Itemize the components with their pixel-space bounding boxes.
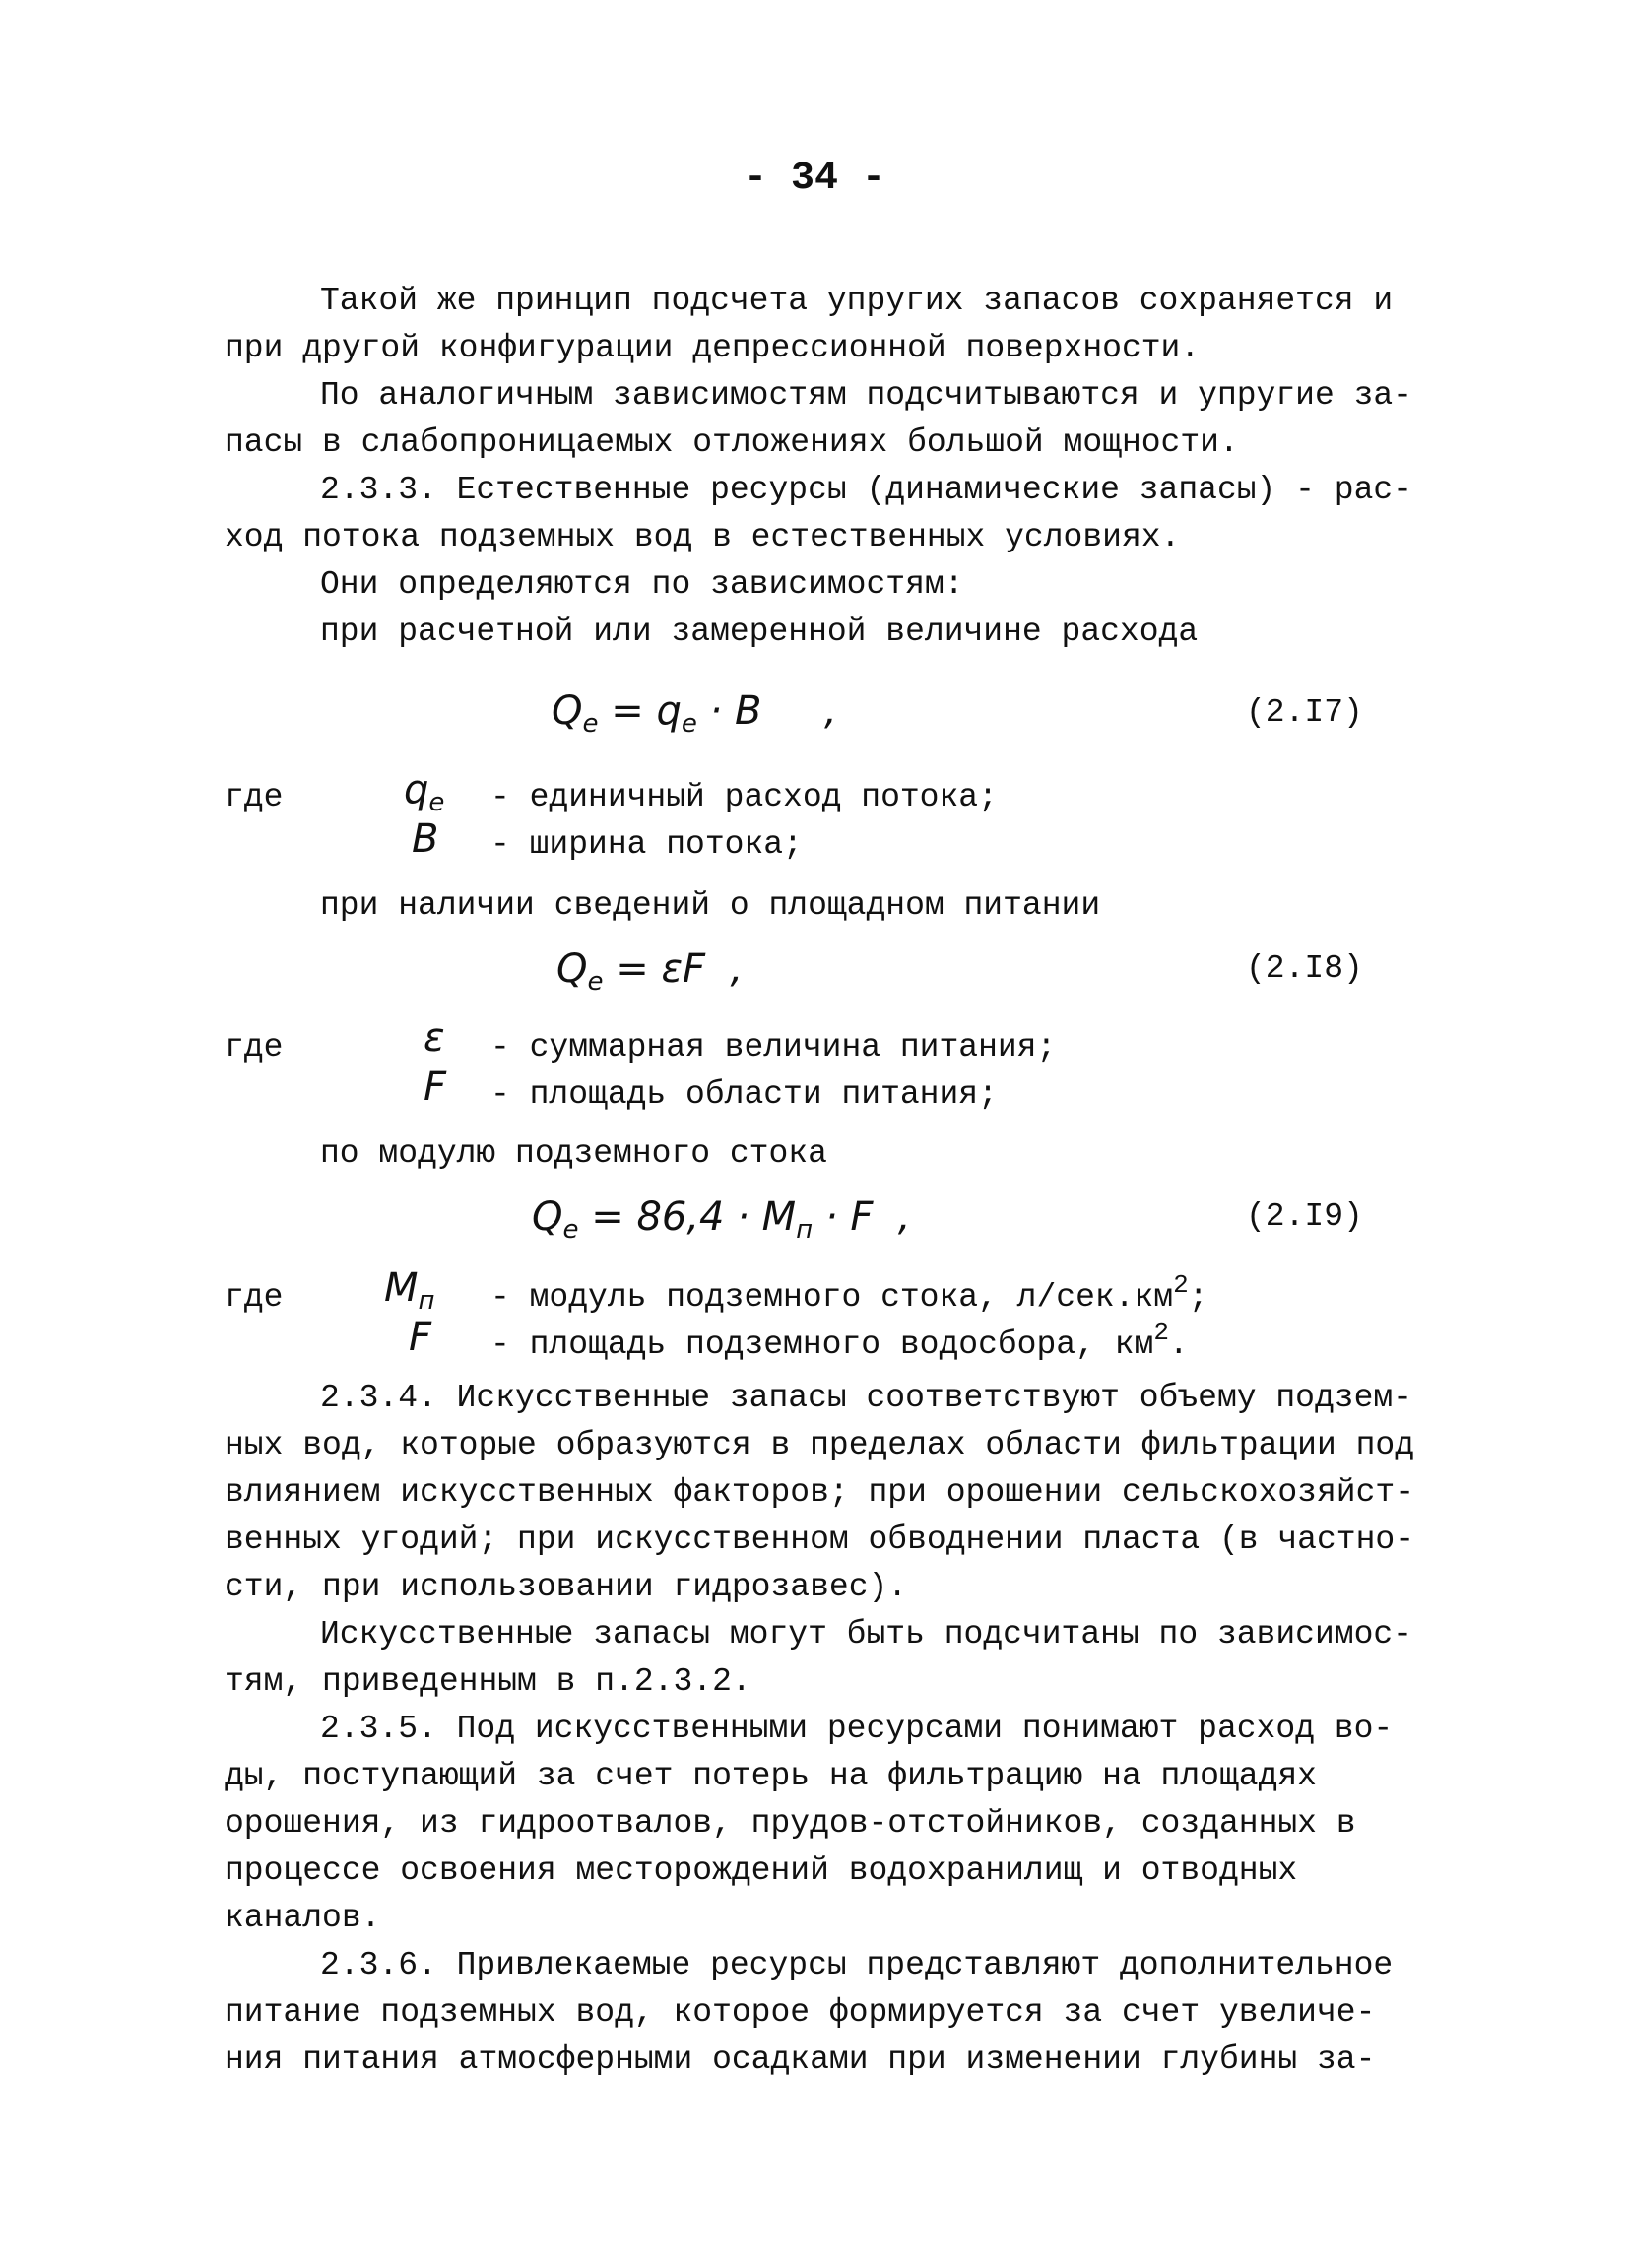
- text-line: ход потока подземных вод в естественных условиях.: [225, 519, 1181, 555]
- text-line: тям, приведенным в п.2.3.2.: [225, 1663, 751, 1700]
- definition-text: - модуль подземного стока, $л/сек.км^2$;: [490, 1270, 1208, 1316]
- text-line: ных вод, которые образуются в пределах области фильтрации под: [225, 1427, 1414, 1463]
- text-line: Такой же принцип подсчета упругих запасов сохраняется и: [320, 283, 1394, 319]
- text-line: пасы в слабопроницаемых отложениях большой мощности.: [225, 424, 1239, 461]
- definition-text: - ширина потока;: [490, 826, 803, 863]
- where-label: где: [225, 1279, 284, 1316]
- where-label: где: [225, 1029, 284, 1066]
- where-label: где: [225, 779, 284, 815]
- equation-2-18: $Q_e = \varepsilon F$ ,: [556, 946, 744, 997]
- text-line: Искусственные запасы могут быть подсчитаны по зависимос-: [320, 1616, 1412, 1652]
- definition-text: - единичный расход потока;: [490, 779, 998, 815]
- symbol-b: B: [412, 816, 439, 862]
- text-line: Они определяются по зависимостям:: [320, 566, 964, 603]
- text-line: орошения, из гидроотвалов, прудов-отстойников, созданных в: [225, 1805, 1356, 1842]
- text-line: процессе освоения месторождений водохранилищ и отводных: [225, 1852, 1298, 1889]
- text-line: 2.3.3. Естественные ресурсы (динамические запасы) - рас-: [320, 472, 1412, 508]
- text-line: питание подземных вод, которое формируется за счет увеличе-: [225, 1994, 1376, 2031]
- definition-text: - площадь области питания;: [490, 1076, 998, 1113]
- text-line: 2.3.4. Искусственные запасы соответствуют объему подзем-: [320, 1380, 1412, 1416]
- equation-number: (2.I9): [1246, 1199, 1363, 1235]
- text-line: венных угодий; при искусственном обводнении пласта (в частно-: [225, 1522, 1414, 1558]
- page-number: - 34 -: [743, 157, 886, 201]
- symbol-epsilon: ε: [424, 1015, 445, 1061]
- text-line: по модулю подземного стока: [320, 1135, 827, 1172]
- text-line: сти, при использовании гидрозавес).: [225, 1569, 908, 1605]
- equation-number: (2.I8): [1246, 950, 1363, 987]
- text-line: 2.3.6. Привлекаемые ресурсы представляют дополнительное: [320, 1947, 1394, 1983]
- symbol-mn: $M_п$: [384, 1265, 435, 1316]
- symbol-f: F: [409, 1315, 432, 1360]
- text-line: при другой конфигурации депрессионной поверхности.: [225, 330, 1201, 366]
- definition-text: - площадь подземного водосбора, $км^2$.: [490, 1318, 1189, 1363]
- equation-number: (2.I7): [1246, 694, 1363, 731]
- text-line: каналов.: [225, 1900, 381, 1936]
- symbol-qe: $q_e$: [404, 767, 445, 817]
- symbol-f: F: [424, 1065, 447, 1110]
- text-line: при наличии сведений о площадном питании: [320, 887, 1101, 924]
- text-line: при расчетной или замеренной величине расхода: [320, 614, 1199, 650]
- text-line: ды, поступающий за счет потерь на фильтрацию на площадях: [225, 1758, 1317, 1794]
- text-line: По аналогичным зависимостям подсчитываются и упругие за-: [320, 377, 1412, 414]
- equation-2-17: $Q_e = q_e \cdot B$ ,: [552, 688, 837, 739]
- text-line: ния питания атмосферными осадками при изменении глубины за-: [225, 2041, 1376, 2078]
- text-line: влиянием искусственных факторов; при орошении сельскохозяйст-: [225, 1474, 1414, 1511]
- equation-2-19: $Q_e = 86,4 \cdot M_п \cdot F$ ,: [532, 1195, 911, 1245]
- text-line: 2.3.5. Под искусственными ресурсами понимают расход во-: [320, 1711, 1394, 1747]
- definition-text: - суммарная величина питания;: [490, 1029, 1057, 1066]
